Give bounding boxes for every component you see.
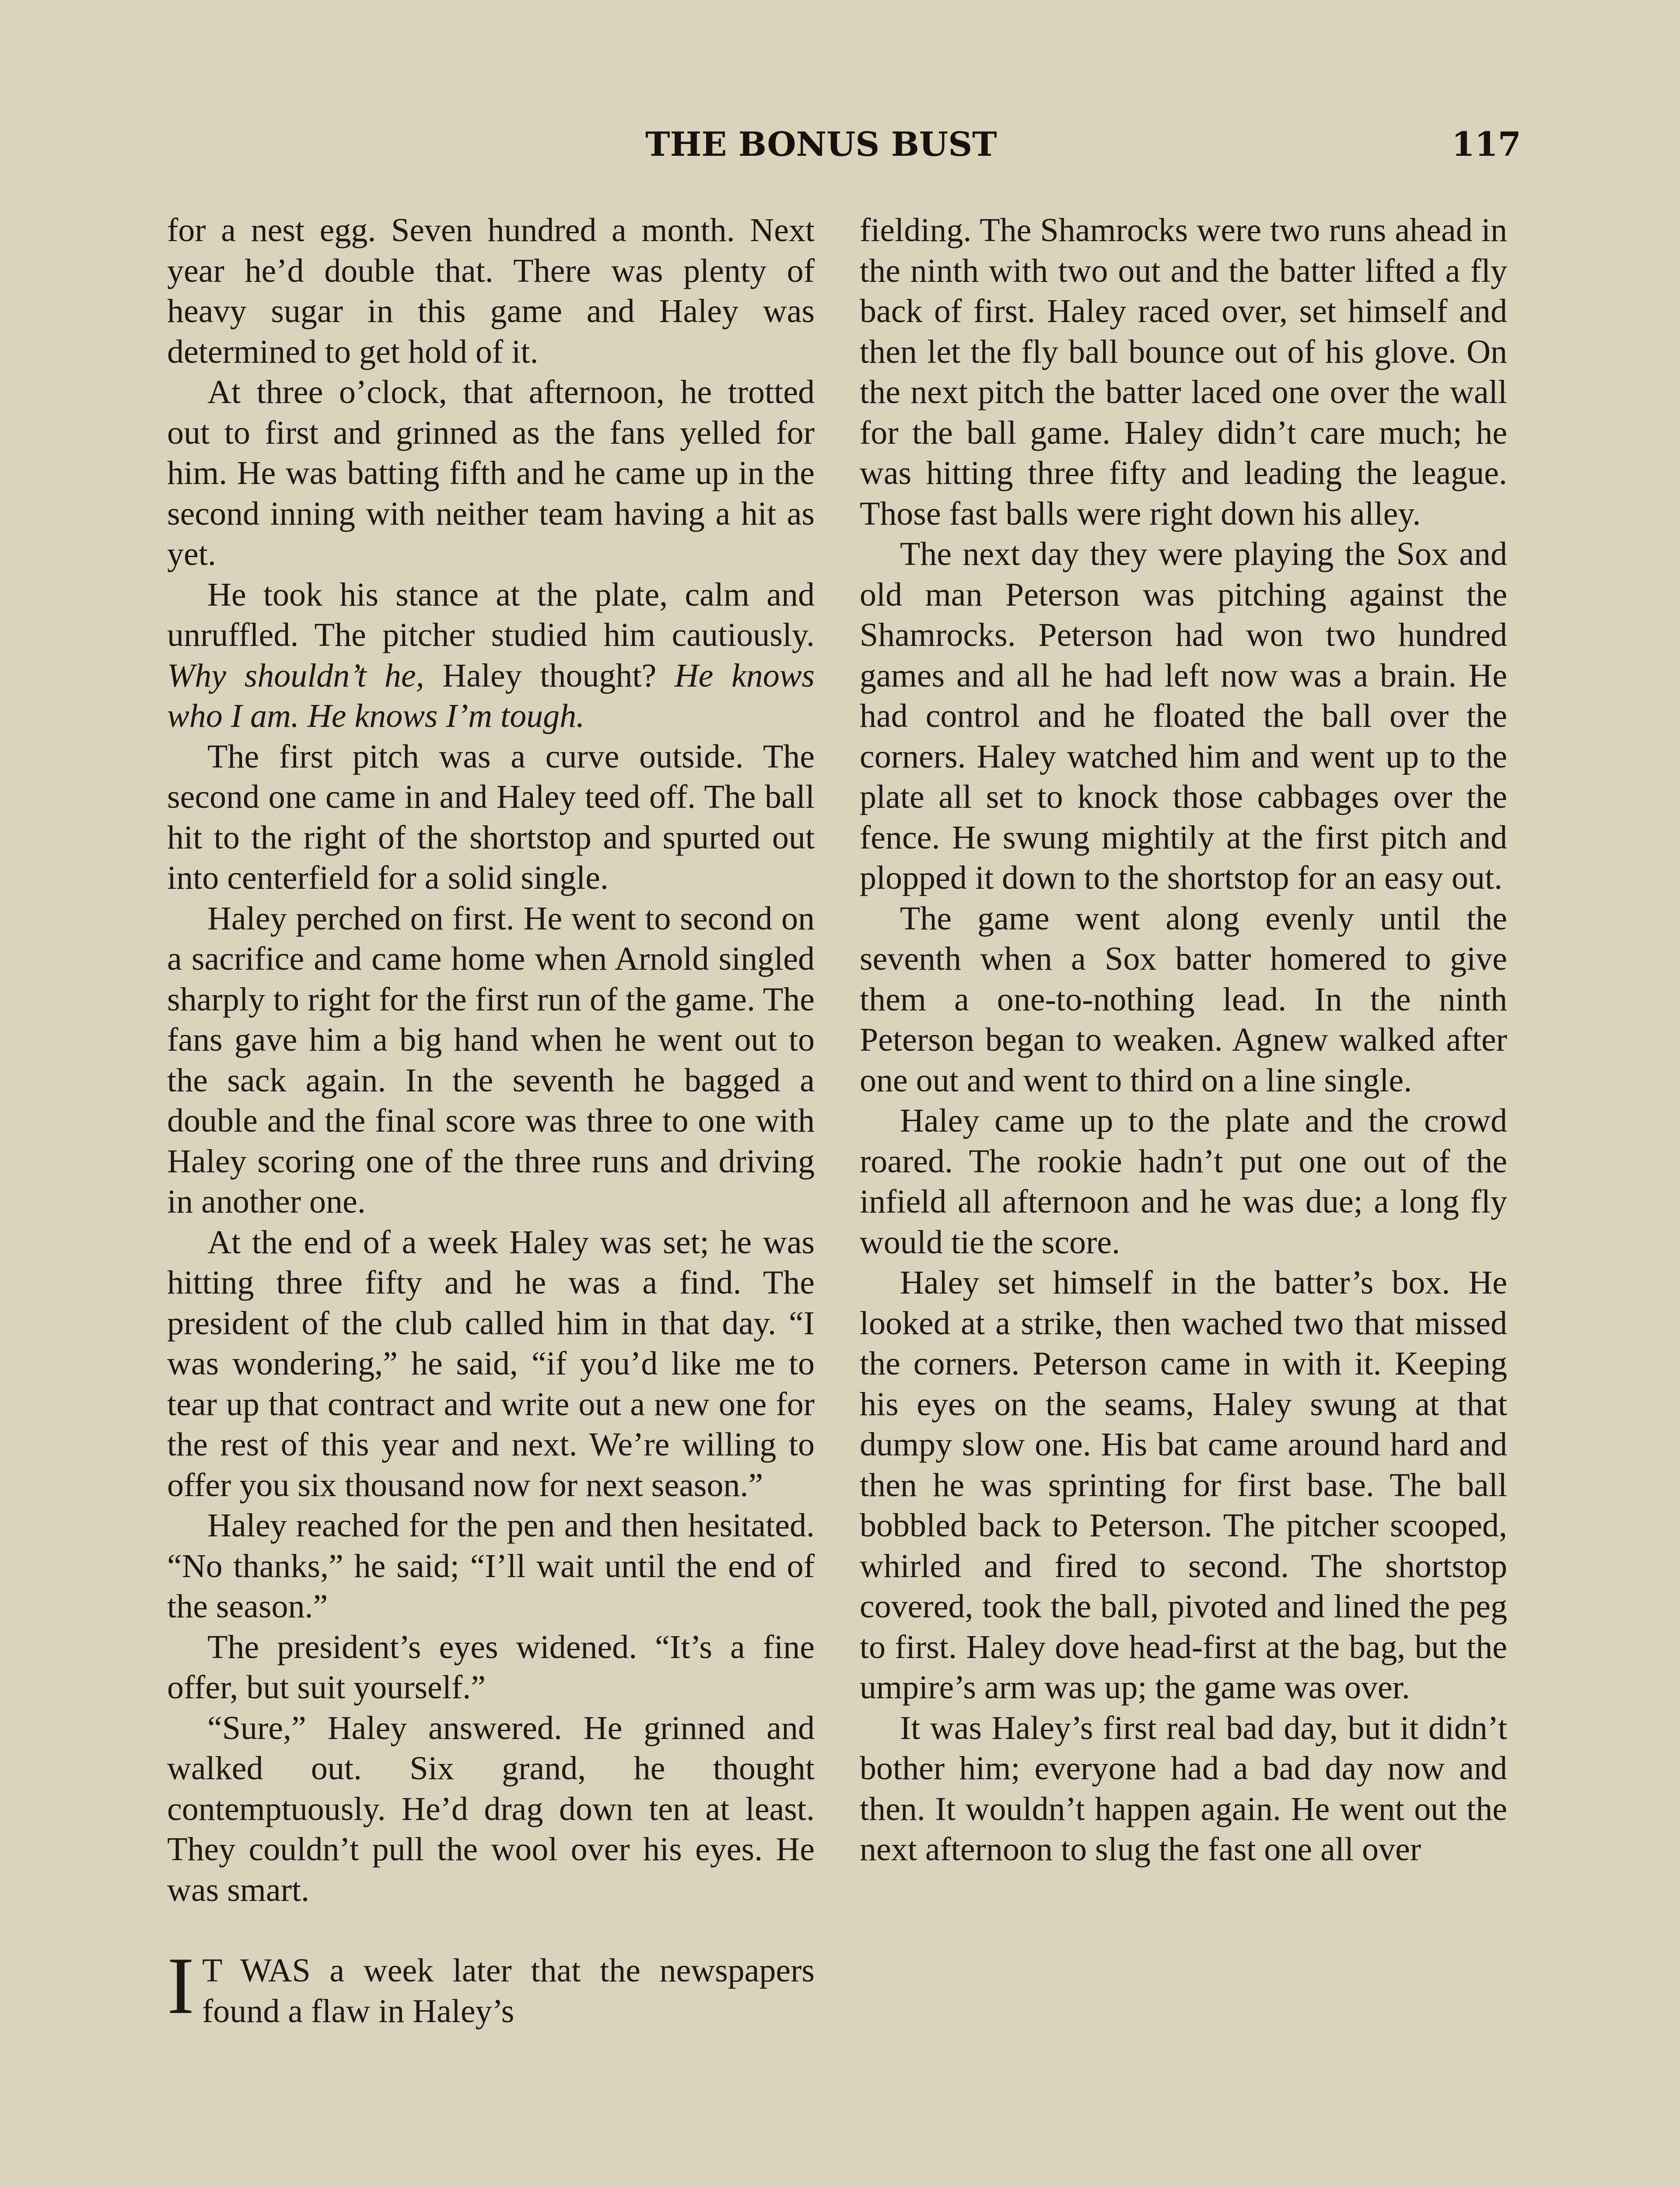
paragraph: Haley perched on first. He went to second on a sacrifice and came home when Arnold singled sharply to right for the first run of the game. The fans gave him a big hand when he went out to the sack again. In the seventh he bagged a double and the final score was three to one with Haley scoring one of the three runs and driving in another one. (167, 900, 815, 1220)
page-header (0, 125, 1680, 173)
paragraph: The game went along evenly until the seventh when a Sox batter homered to give them a one-to-nothing lead. In the ninth Peterson began to weaken. Agnew walked after one out and went to third on a line single. (860, 900, 1507, 1099)
drop-cap: I (167, 1941, 194, 2031)
page-number: 117 (1452, 125, 1521, 164)
paragraph: “Sure,” Haley answered. He grinned and walked out. Six grand, he thought contemptuously. He’d drag down ten at least. They couldn’t pull the wool over his eyes. He was smart. (167, 1709, 815, 1908)
paragraph-text: Haley thought? (424, 657, 675, 694)
paragraph-text: He took his stance at the plate, calm and unruffled. The pitcher studied him cautiously. (167, 576, 815, 653)
paragraph: fielding. The Shamrocks were two runs ahead in the ninth with two out and the batter lifted a fly back of first. Haley raced over, set himself and then let the fly ball bounce out of his glove. On the next pitch the batter laced one over the wall for the ball game. Haley didn’t care much; he was hitting three fifty and leading the league. Those fast balls were right down his alley. (860, 212, 1507, 532)
italic-thought: He knows who I am. He knows I’m tough. (167, 657, 815, 734)
paragraph: Haley set himself in the batter’s box. He looked at a strike, then wached two that missed the corners. Peterson came in with it. Keeping his eyes on the seams, Haley swung at that dumpy slow one. His bat came around hard and then he was sprinting for first base. The ball bobbled back to Peterson. The pitcher scooped, whirled and fired to second. The shortstop covered, took the ball, pivoted and lined the peg to first. Haley dove head-first at the bag, but the umpire’s arm was up; the game was over. (860, 1264, 1507, 1706)
right-column (860, 210, 1507, 1870)
paragraph: Haley came up to the plate and the crowd roared. The rookie hadn’t put one out of the infield all afternoon and he was due; a long fly would tie the score. (860, 1102, 1507, 1261)
paragraph-text: T WAS a week later that the newspapers found a flaw in Haley’s (202, 1952, 815, 2030)
running-title: THE BONUS BUST (645, 125, 997, 164)
italic-thought: Why shouldn’t he, (167, 657, 424, 694)
paragraph: The first pitch was a curve outside. The second one came in and Haley teed off. The ball hit to the right of the shortstop and spurted out into centerfield for a solid single. (167, 738, 815, 896)
paragraph: Haley reached for the pen and then hesitated. “No thanks,” he said; “I’ll wait until the end of the season.” (167, 1507, 815, 1625)
paragraph: It was Haley’s first real bad day, but it didn’t bother him; everyone had a bad day now and then. It wouldn’t happen again. He went out the next afternoon to slug the fast one all over (860, 1709, 1507, 1868)
paragraph (167, 575, 815, 736)
paragraph: for a nest egg. Seven hundred a month. Next year he’d double that. There was plenty of heavy sugar in this game and Haley was determined to get hold of it. (167, 212, 815, 370)
paragraph: At the end of a week Haley was set; he was hitting three fifty and he was a find. The president of the club called him in that day. “I was wondering,” he said, “if you’d like me to tear up that contract and write out a new one for the rest of this year and next. We’re willing to offer you six thousand now for next season.” (167, 1224, 815, 1504)
paragraph: The next day they were playing the Sox and old man Peterson was pitching against the Shamrocks. Peterson had won two hundred games and all he had left now was a brain. He had control and he floated the ball over the corners. Haley watched him and went up to the plate all set to knock those cabbages over the fence. He swung mightily at the first pitch and plopped it down to the shortstop for an easy out. (860, 536, 1507, 896)
paragraph: The president’s eyes widened. “It’s a fine offer, but suit yourself.” (167, 1628, 815, 1706)
section-opening-paragraph (167, 1941, 815, 2031)
paragraph: At three o’clock, that afternoon, he trotted out to first and grinned as the fans yelled for him. He was batting fifth and he came up in the second inning with neither team having a hit as yet. (167, 374, 815, 572)
left-column (167, 210, 815, 2031)
